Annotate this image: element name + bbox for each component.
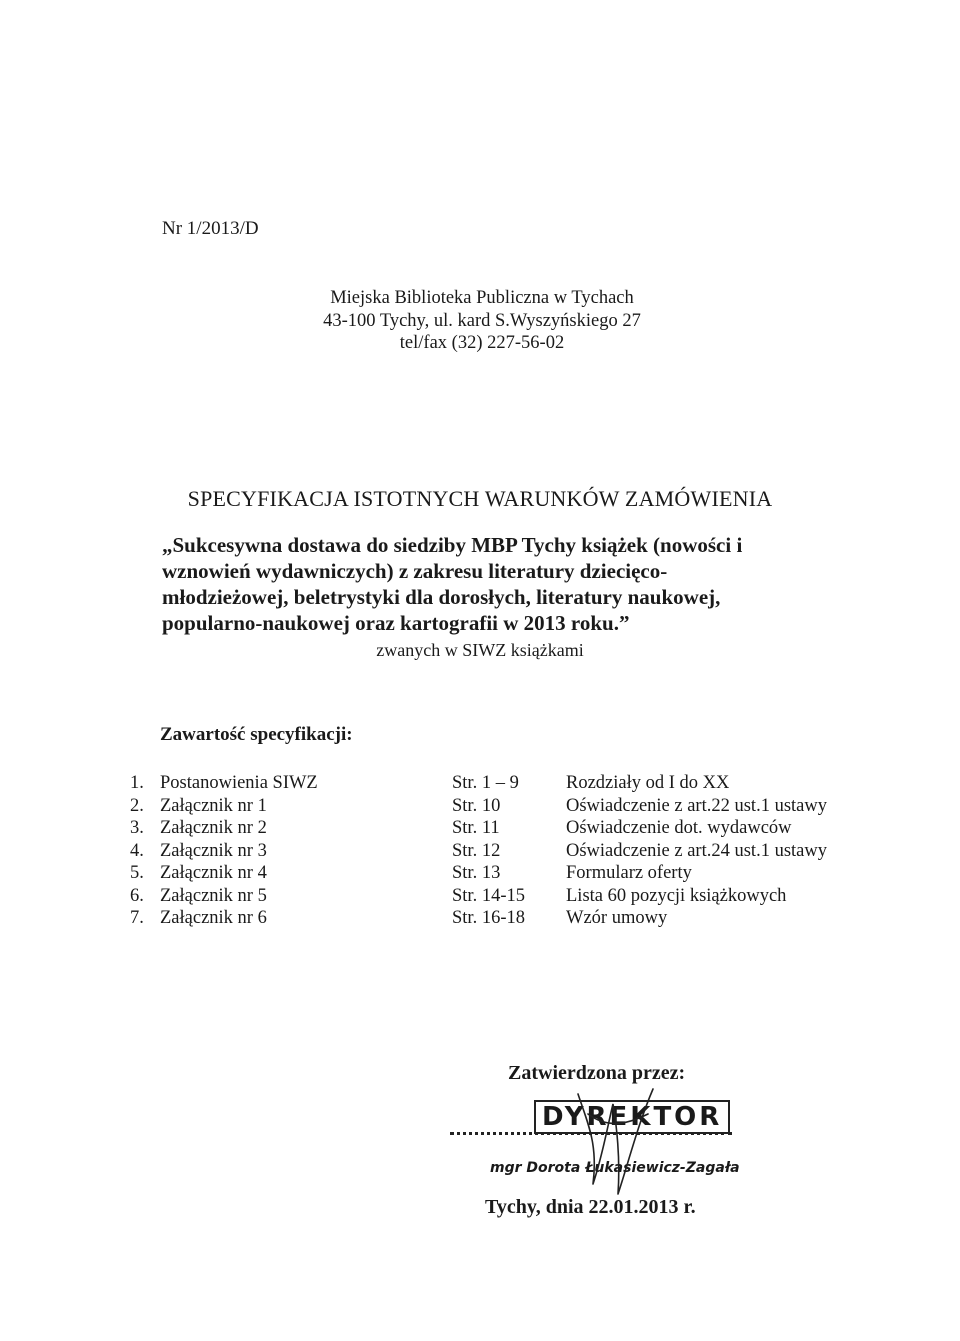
place-and-date: Tychy, dnia 22.01.2013 r. bbox=[485, 1196, 696, 1218]
contents-row bbox=[126, 817, 886, 840]
item-description: Rozdziały od I do XX bbox=[566, 773, 730, 793]
library-name: Miejska Biblioteka Publiczna w Tychach bbox=[330, 288, 634, 308]
order-subject-line: wznowień wydawniczych) z zakresu literatury dziecięco- bbox=[162, 559, 668, 583]
item-description: Lista 60 pozycji książkowych bbox=[566, 885, 787, 906]
contents-row bbox=[126, 772, 886, 795]
item-name: Załącznik nr 1 bbox=[160, 795, 267, 816]
item-name: Załącznik nr 3 bbox=[160, 840, 267, 861]
item-name: Załącznik nr 4 bbox=[160, 863, 267, 883]
item-pages: Str. 16-18 bbox=[452, 908, 525, 928]
library-phone: tel/fax (32) 227-56-02 bbox=[399, 333, 565, 353]
contents-row bbox=[126, 862, 886, 885]
specification-title: SPECYFIKACJA ISTOTNYCH WARUNKÓW ZAMÓWIENIA bbox=[187, 486, 773, 511]
library-header bbox=[0, 287, 960, 355]
contents-row bbox=[126, 795, 886, 818]
order-subject bbox=[162, 532, 802, 636]
item-name: Załącznik nr 2 bbox=[160, 818, 267, 838]
item-description: Oświadczenie dot. wydawców bbox=[566, 818, 792, 838]
item-name: Postanowienia SIWZ bbox=[160, 773, 318, 793]
director-stamp: DYREKTOR bbox=[534, 1100, 730, 1134]
item-pages: Str. 10 bbox=[452, 795, 501, 816]
subject-caption: zwanych w SIWZ książkami bbox=[376, 640, 584, 660]
item-description: Wzór umowy bbox=[566, 908, 668, 928]
item-number: 2. bbox=[130, 795, 144, 816]
item-description: Oświadczenie z art.24 ust.1 ustawy bbox=[566, 840, 827, 861]
item-number: 7. bbox=[130, 908, 144, 928]
signer-name: mgr Dorota Łukasiewicz-Zagała bbox=[490, 1160, 740, 1176]
item-number: 4. bbox=[130, 840, 144, 861]
contents-row bbox=[126, 907, 886, 930]
order-subject-line: popularno-naukowej oraz kartografii w 2013 roku.” bbox=[162, 611, 630, 635]
item-pages: Str. 12 bbox=[452, 840, 501, 861]
item-number: 6. bbox=[130, 885, 144, 906]
approved-by-label: Zatwierdzona przez: bbox=[508, 1062, 686, 1084]
item-pages: Str. 11 bbox=[452, 818, 500, 838]
library-address: 43-100 Tychy, ul. kard S.Wyszyńskiego 27 bbox=[323, 310, 641, 331]
contents-heading: Zawartość specyfikacji: bbox=[160, 724, 353, 745]
contents-list bbox=[126, 772, 886, 930]
item-number: 3. bbox=[130, 818, 144, 838]
item-description: Formularz oferty bbox=[566, 863, 692, 883]
item-description: Oświadczenie z art.22 ust.1 ustawy bbox=[566, 795, 827, 816]
item-name: Załącznik nr 6 bbox=[160, 908, 267, 928]
contents-row bbox=[126, 840, 886, 863]
item-number: 1. bbox=[130, 773, 144, 793]
document-number: Nr 1/2013/D bbox=[162, 218, 259, 239]
item-number: 5. bbox=[130, 863, 144, 883]
item-pages: Str. 1 – 9 bbox=[452, 773, 519, 793]
contents-row bbox=[126, 885, 886, 908]
item-pages: Str. 13 bbox=[452, 863, 501, 883]
order-subject-line: „Sukcesywna dostawa do siedziby MBP Tychy książek (nowości i bbox=[162, 533, 743, 557]
item-name: Załącznik nr 5 bbox=[160, 885, 267, 906]
handwritten-signature bbox=[558, 1084, 668, 1204]
order-subject-line: młodzieżowej, beletrystyki dla dorosłych, literatury naukowej, bbox=[162, 585, 721, 609]
item-pages: Str. 14-15 bbox=[452, 885, 525, 906]
